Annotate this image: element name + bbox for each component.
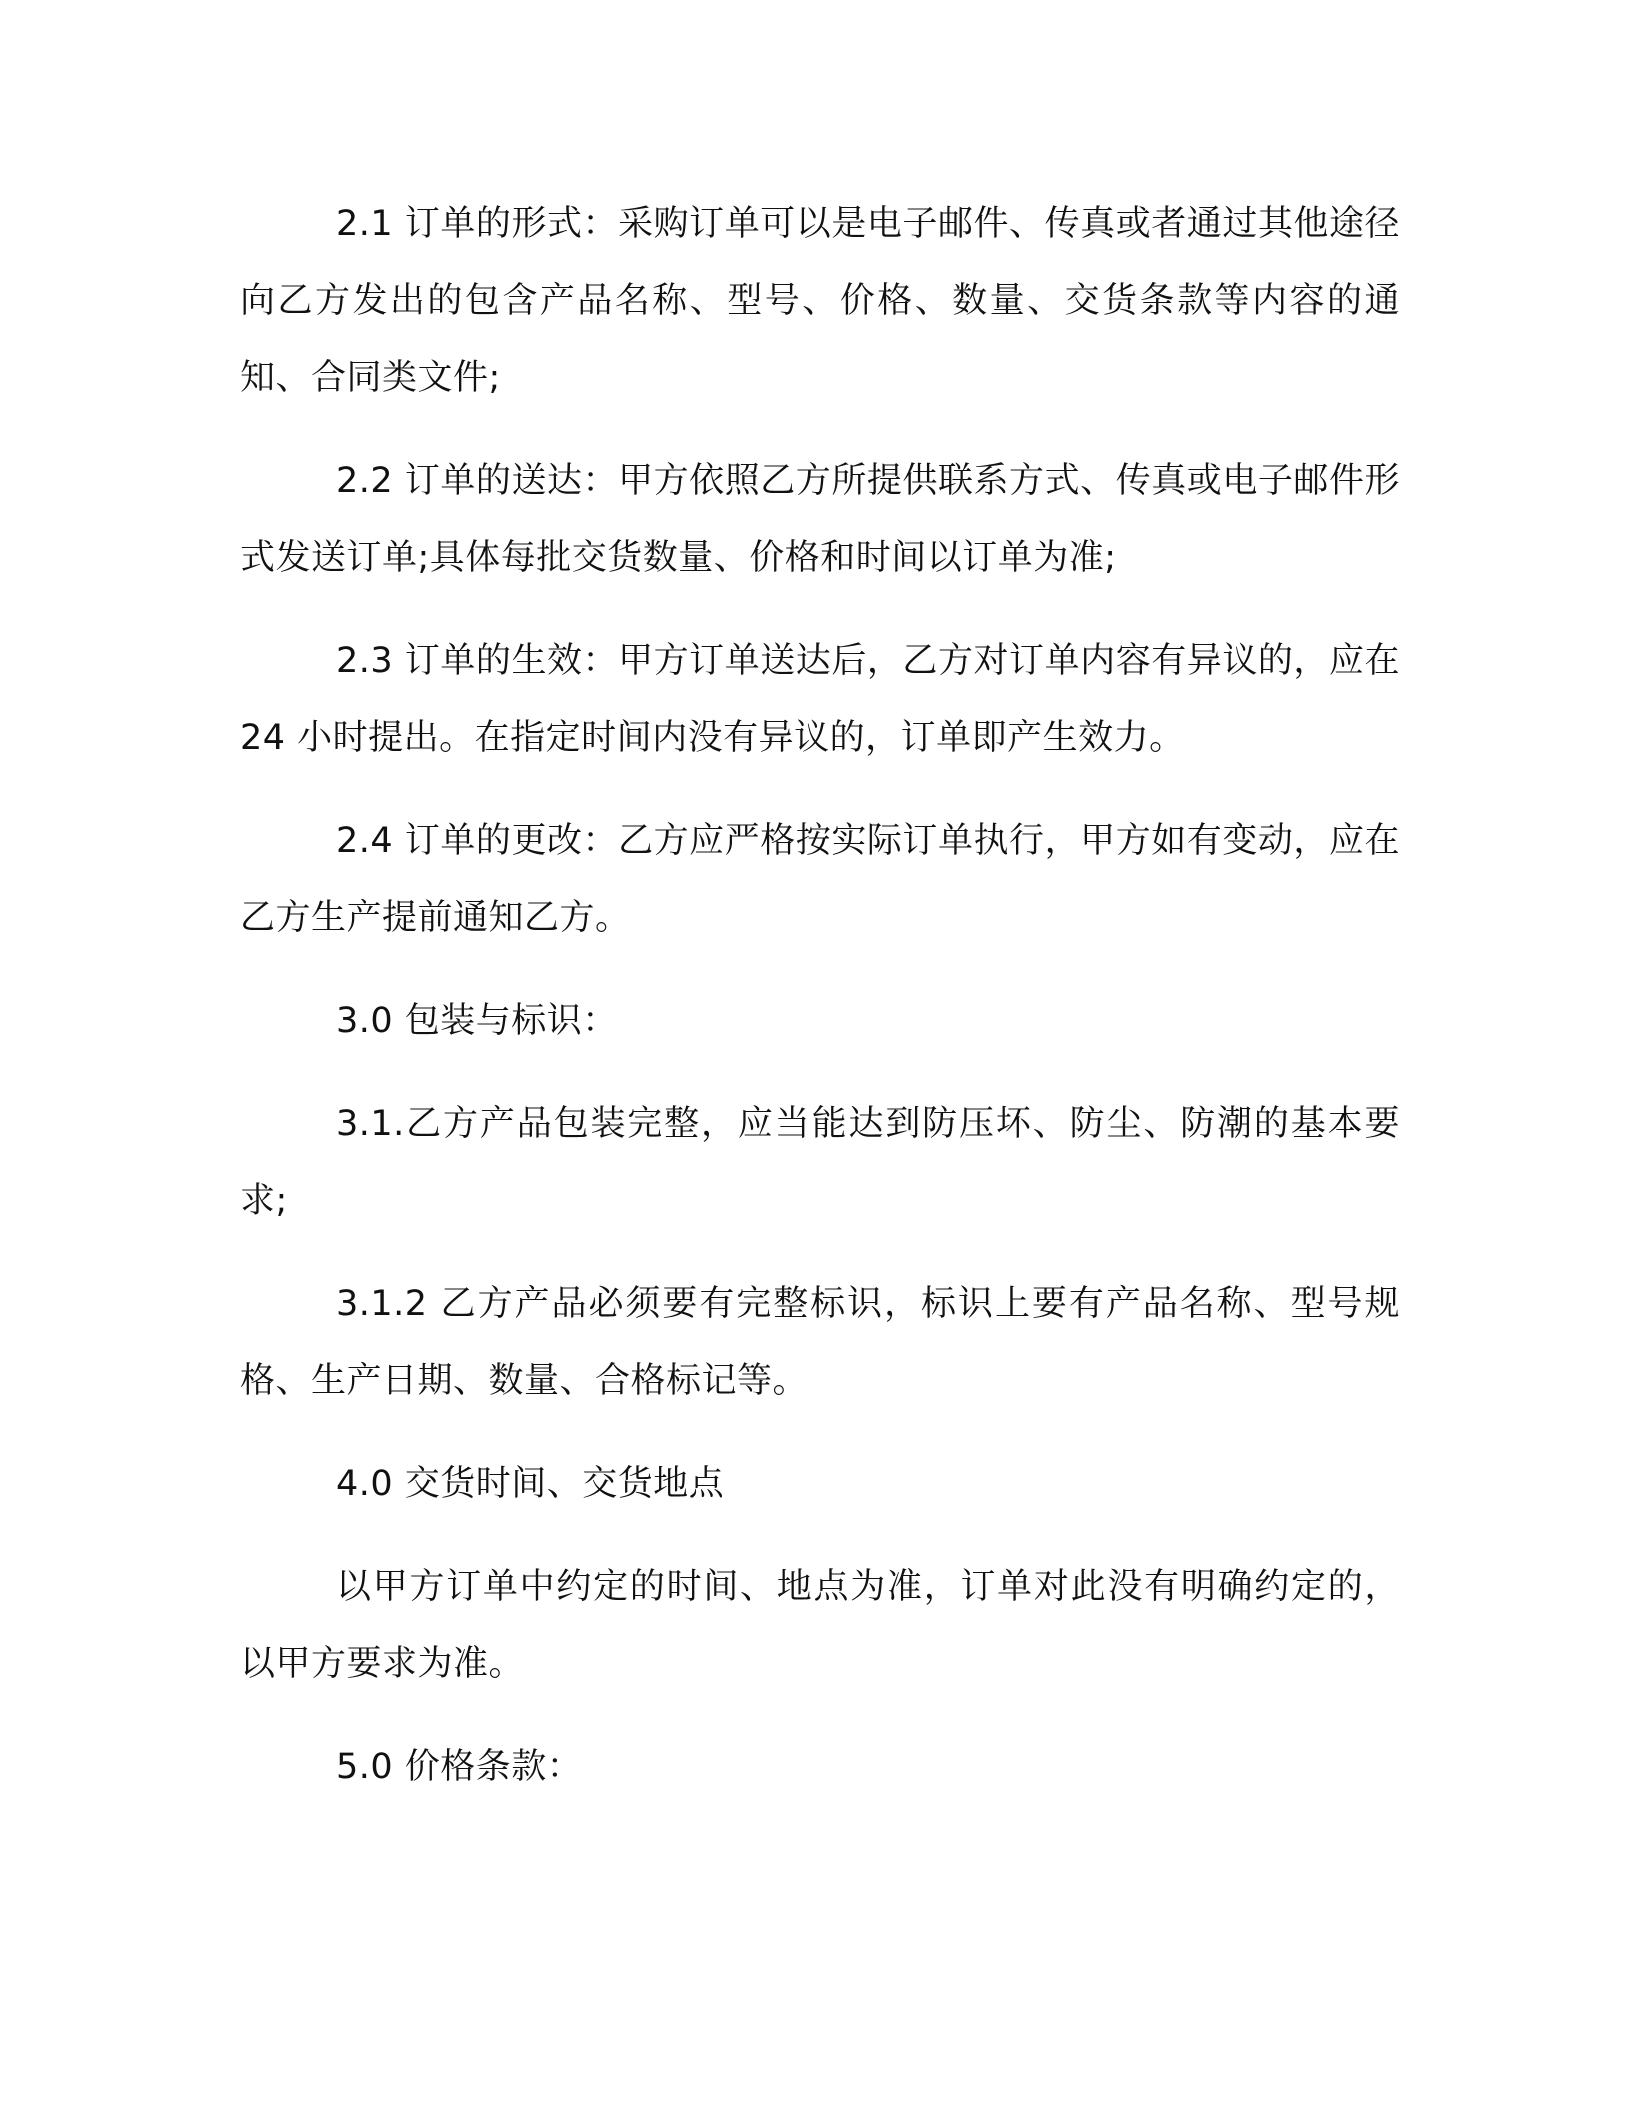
heading-packaging: 3.0 包装与标识： xyxy=(336,1001,618,1041)
paragraph-order-delivery: 2.2 订单的送达：甲方依照乙方所提供联系方式、传真或电子邮件形式发送订单;具体每批交货数量、价格和时间以订单为准; xyxy=(240,461,1400,578)
heading-delivery: 4.0 交货时间、交货地点 xyxy=(336,1464,725,1504)
paragraph-packaging: 3.1.乙方产品包装完整，应当能达到防压坏、防尘、防潮的基本要求; xyxy=(240,1104,1400,1221)
document-body xyxy=(240,186,1400,1832)
paragraph-labeling: 3.1.2 乙方产品必须要有完整标识，标识上要有产品名称、型号规格、生产日期、数量、合格标记等。 xyxy=(240,1284,1400,1401)
paragraph-order-effect: 2.3 订单的生效：甲方订单送达后，乙方对订单内容有异议的，应在 24 小时提出。在指定时间内没有异议的，订单即产生效力。 xyxy=(240,641,1400,758)
paragraph-order-change: 2.4 订单的更改：乙方应严格按实际订单执行，甲方如有变动，应在乙方生产提前通知乙方。 xyxy=(240,821,1400,938)
heading-price: 5.0 价格条款： xyxy=(336,1747,583,1787)
paragraph-delivery: 以甲方订单中约定的时间、地点为准，订单对此没有明确约定的，以甲方要求为准。 xyxy=(240,1567,1400,1684)
paragraph-order-form: 2.1 订单的形式：采购订单可以是电子邮件、传真或者通过其他途径向乙方发出的包含产品名称、型号、价格、数量、交货条款等内容的通知、合同类文件; xyxy=(240,204,1400,398)
